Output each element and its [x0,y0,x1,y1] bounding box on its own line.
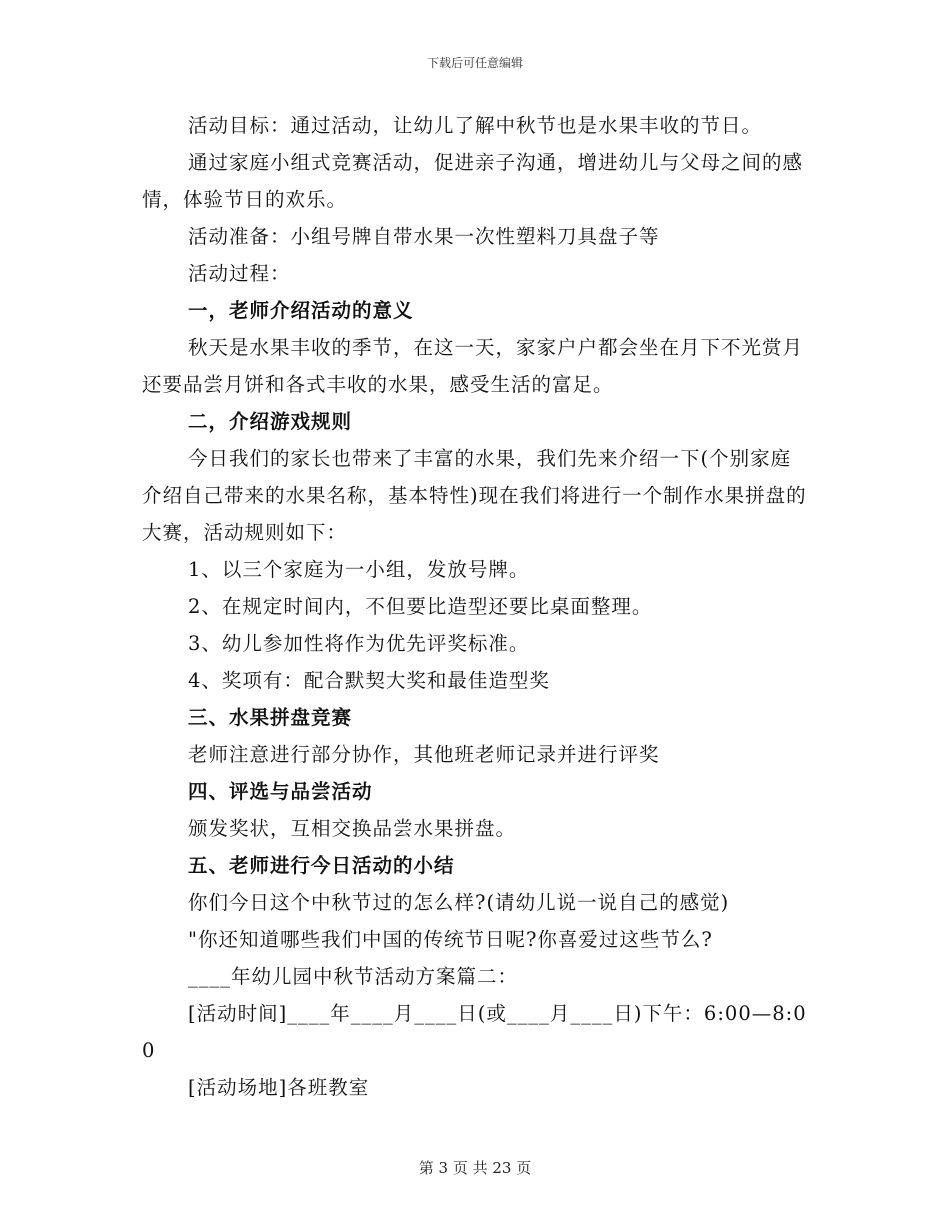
paragraph-step-5-a: 你们今日这个中秋节过的怎么样?(请幼儿说一说自己的感觉) [188,891,730,914]
paragraph-goal: 活动目标：通过活动，让幼儿了解中秋节也是水果丰收的节日。 [188,114,763,137]
heading-step-4: 四、评选与品尝活动 [188,780,373,803]
paragraph-process: 活动过程： [188,262,291,285]
paragraph-goal-detail: 通过家庭小组式竞赛活动，促进亲子沟通，增进幼儿与父母之间的感情，体验节日的欢乐。 [142,151,804,211]
paragraph-step-1: 秋天是水果丰收的季节，在这一天，家家户户都会坐在月下不光赏月还要品尝月饼和各式丰收的水果，感受生活的富足。 [142,336,804,396]
paragraph-activity-venue: [活动场地]各班教室 [188,1076,370,1099]
page-number: 第 3 页 共 23 页 [418,1159,532,1177]
heading-step-3: 三、水果拼盘竞赛 [188,706,353,729]
rule-item-3: 3、幼儿参加性将作为优先评奖标准。 [188,632,530,655]
paragraph-activity-time: [活动时间]____年____月____日(或____月____日)下午：6:00—8:00 [142,1002,807,1062]
rule-item-2: 2、在规定时间内，不但要比造型还要比桌面整理。 [188,595,653,618]
page-header-note: 下载后可任意编辑 [426,56,523,70]
paragraph-step-2: 今日我们的家长也带来了丰富的水果，我们先来介绍一下(个别家庭介绍自己带来的水果名称，基本特性)现在我们将进行一个制作水果拼盘的大赛，活动规则如下： [142,447,807,544]
heading-step-2: 二，介绍游戏规则 [188,410,353,433]
rule-item-1: 1、以三个家庭为一小组，发放号牌。 [188,558,530,581]
rule-item-4: 4、奖项有：配合默契大奖和最佳造型奖 [188,669,550,692]
heading-step-5: 五、老师进行今日活动的小结 [188,854,455,877]
paragraph-plan-two-title: ____年幼儿园中秋节活动方案篇二： [188,965,519,988]
paragraph-step-3: 老师注意进行部分协作，其他班老师记录并进行评奖 [188,743,660,766]
paragraph-preparation: 活动准备：小组号牌自带水果一次性塑料刀具盘子等 [188,225,660,248]
paragraph-step-5-b: "你还知道哪些我们中国的传统节日呢?你喜爱过这些节么? [188,928,713,951]
document-body [142,107,808,1106]
paragraph-step-4: 颁发奖状，互相交换品尝水果拼盘。 [188,817,517,840]
heading-step-1: 一，老师介绍活动的意义 [188,299,414,322]
